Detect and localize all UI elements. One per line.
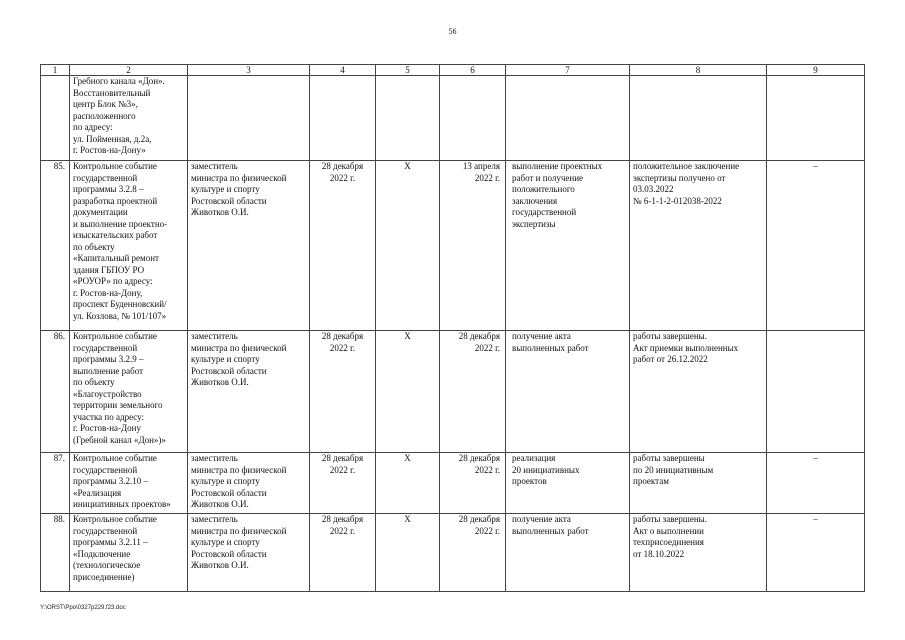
row-number: 86. [41, 331, 70, 453]
table-row [41, 331, 865, 453]
column-header: 6 [440, 65, 506, 76]
column-header: 2 [70, 65, 188, 76]
event-description: Контрольное событие государственной программы 3.2.9 – выполнение работ по объекту «Благоустройство территории земельного участка по адресу: г. Ростов-на-Дону (Гребной канал «Дон»)» [70, 331, 188, 453]
column-header: 5 [376, 65, 440, 76]
event-description: Контрольное событие государственной программы 3.2.11 – «Подключение (технологическое присоединение) [70, 514, 188, 592]
table-row [41, 453, 865, 514]
execution-status: положительное заключение экспертизы получено от 03.03.2022 № 6-1-1-2-012038-2022 [630, 161, 767, 331]
x-mark: Х [376, 453, 440, 514]
table-row [41, 76, 865, 161]
event-description: Гребного канала «Дон». Восстановительный центр Блок №3», расположенного по адресу: ул. Пойменная, д.2а, г. Ростов-на-Дону» [70, 76, 188, 161]
expected-result: получение акта выполненных работ [506, 514, 630, 592]
column-header: 4 [310, 65, 376, 76]
actual-date: 28 декабря 2022 г. [440, 453, 506, 514]
expected-result: выполнение проектных работ и получение положительного заключения государственной экспертизы [506, 161, 630, 331]
x-mark: Х [376, 514, 440, 592]
actual-date [440, 76, 506, 161]
expected-result: получение акта выполненных работ [506, 331, 630, 453]
row-number: 85. [41, 161, 70, 331]
responsible-person: заместитель министра по физической культуре и спорту Ростовской области Животков О.И. [188, 161, 310, 331]
x-mark [376, 76, 440, 161]
event-description: Контрольное событие государственной программы 3.2.8 – разработка проектной документации и выполнение проектно- изыскательских работ по объекту «Капитальный ремонт здания ГБПОУ РО «РОУОР» по адресу: г. Ростов-на-Дону, проспект Буденновский/ ул. Козлова, № 101/107» [70, 161, 188, 331]
column-number-row [41, 65, 865, 76]
planned-date: 28 декабря 2022 г. [310, 514, 376, 592]
column-header: 9 [767, 65, 865, 76]
expected-result [506, 76, 630, 161]
planned-date: 28 декабря 2022 г. [310, 331, 376, 453]
column-header: 1 [41, 65, 70, 76]
x-mark: Х [376, 161, 440, 331]
table-row [41, 161, 865, 331]
note: – [767, 453, 865, 514]
page-number: 56 [448, 27, 457, 36]
planned-date [310, 76, 376, 161]
row-number: 87. [41, 453, 70, 514]
execution-status: работы завершены. Акт о выполнении техприсоединения от 18.10.2022 [630, 514, 767, 592]
actual-date: 13 апреля 2022 г. [440, 161, 506, 331]
column-header: 8 [630, 65, 767, 76]
file-path-footer: Y:\ORST\Ppo\0327p229.f23.doc [40, 605, 126, 611]
planned-date: 28 декабря 2022 г. [310, 161, 376, 331]
report-table [40, 64, 865, 592]
column-header: 7 [506, 65, 630, 76]
execution-status: работы завершены. Акт приемки выполненных работ от 26.12.2022 [630, 331, 767, 453]
note [767, 76, 865, 161]
event-description: Контрольное событие государственной программы 3.2.10 – «Реализация инициативных проектов» [70, 453, 188, 514]
actual-date: 28 декабря 2022 г. [440, 331, 506, 453]
row-number: 88. [41, 514, 70, 592]
actual-date: 28 декабря 2022 г. [440, 514, 506, 592]
note: – [767, 161, 865, 331]
responsible-person: заместитель министра по физической культуре и спорту Ростовской области Животков О.И. [188, 331, 310, 453]
expected-result: реализация 20 инициативных проектов [506, 453, 630, 514]
responsible-person [188, 76, 310, 161]
note: – [767, 514, 865, 592]
planned-date: 28 декабря 2022 г. [310, 453, 376, 514]
column-header: 3 [188, 65, 310, 76]
execution-status [630, 76, 767, 161]
responsible-person: заместитель министра по физической культуре и спорту Ростовской области Животков О.И. [188, 453, 310, 514]
note [767, 331, 865, 453]
execution-status: работы завершены по 20 инициативным проектам [630, 453, 767, 514]
responsible-person: заместитель министра по физической культуре и спорту Ростовской области Животков О.И. [188, 514, 310, 592]
x-mark: Х [376, 331, 440, 453]
row-number [41, 76, 70, 161]
table-row [41, 514, 865, 592]
